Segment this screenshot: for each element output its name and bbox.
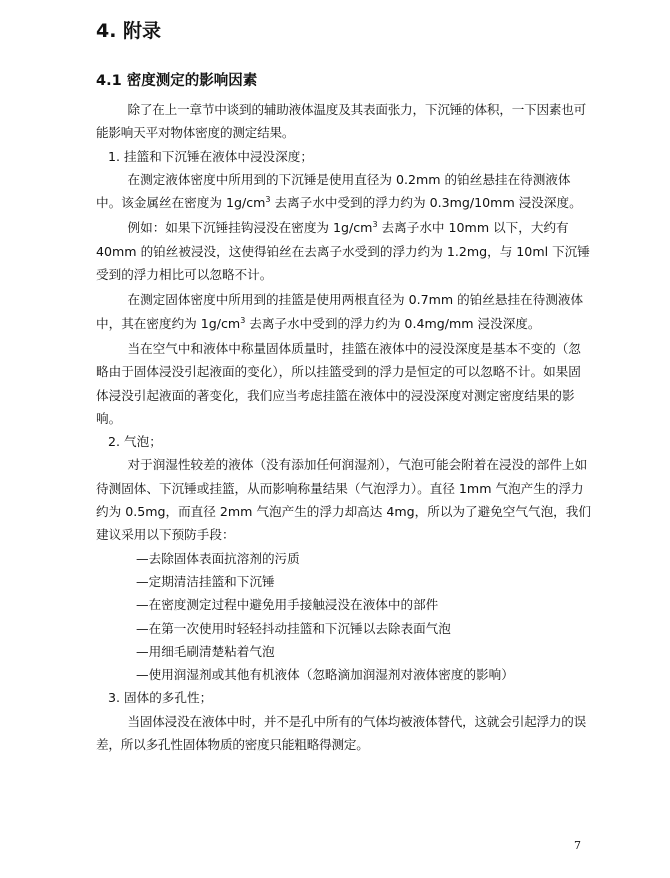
item-2-title: 2. 气泡； xyxy=(108,434,162,450)
item-1-p3-text-before: 在测定固体密度中所用到的挂篮是使用两根直径为 0.7mm 的铂丝悬挂在待测液体中，其在密度约为 1g/cm xyxy=(96,292,584,331)
item-1-p1-text-before: 在测定液体密度中所用到的下沉锤是使用直径为 0.2mm 的铂丝悬挂在待测液体中。该金属丝在密度为 1g/cm xyxy=(96,171,571,211)
document-body xyxy=(96,98,592,756)
item-1-title: 1. 挂篮和下沉锤在液体中浸没深度； xyxy=(108,148,313,164)
section-title: 4.1 密度测定的影响因素 xyxy=(96,73,258,89)
measure-item: —使用润湿剂或其他有机液体（忽略滴加润湿剂对液体密度的影响） xyxy=(136,667,514,683)
measure-item: —用细毛刷清楚粘着气泡 xyxy=(136,643,275,659)
measure-item: —在第一次使用时轻轻抖动挂篮和下沉锤以去除表面气泡 xyxy=(136,620,451,636)
item-1-p3-text-after: 去离子水中受到的浮力约为 0.4mg/mm 浸没深度。 xyxy=(245,315,541,331)
item-3-paragraph-1: 当固体浸没在液体中时，并不是孔中所有的气体均被液体替代，这就会引起浮力的误差，所以多孔性固体物质的密度只能粗略得测定。 xyxy=(96,713,587,753)
item-3-title: 3. 固体的多孔性； xyxy=(108,690,213,706)
measure-item: —去除固体表面抗溶剂的污质 xyxy=(136,550,300,566)
item-1-paragraph-1 xyxy=(96,168,592,215)
item-1-p1-text-after: 去离子水中受到的浮力约为 0.3mg/10mm 浸没深度。 xyxy=(270,195,582,211)
item-1-p1-superscript: 3 xyxy=(265,195,271,204)
page-number: 7 xyxy=(574,839,581,852)
intro-paragraph: 除了在上一章节中谈到的辅助液体温度及其表面张力，下沉锤的体积，一下因素也可能影响天平对物体密度的测定结果。 xyxy=(96,102,587,141)
item-1-p3-superscript: 3 xyxy=(240,315,246,325)
measure-item: —定期清洁挂篮和下沉锤 xyxy=(136,573,275,589)
measure-item: —在密度测定过程中避免用手接触浸没在液体中的部件 xyxy=(136,597,439,613)
item-1-paragraph-2 xyxy=(96,216,592,286)
chapter-heading: 4. 附录 xyxy=(96,20,162,42)
item-2-paragraph-1: 对于润湿性较差的液体（没有添加任何润湿剂），气泡可能会附着在浸没的部件上如待测固体、下沉锤或挂篮，从而影响称量结果（气泡浮力）。直径 1mm 气泡产生的浮力约为 0.5mg，而直径 2mm 气泡产生的浮力却高达 4mg，所以为了避免空气气泡，我们建议采用以下预防手段： xyxy=(96,457,591,543)
item-1-paragraph-3 xyxy=(96,288,592,335)
item-1-p2-text-before: 例如：如果下沉锤挂钩浸没在密度为 1g/cm xyxy=(127,220,373,236)
item-1-paragraph-4: 当在空气中和液体中称量固体质量时，挂篮在液体中的浸没深度是基本不变的（忽略由于固体浸没引起液面的变化），所以挂篮受到的浮力是恒定的可以忽略不计。如果固体浸没引起液面的著变化，我们应当考虑挂篮在液体中的浸没深度对测定密度结果的影响。 xyxy=(96,340,581,426)
item-1-p2-text-after: 去离子水中 10mm 以下，大约有 40mm 的铂丝被浸没，这使得铂丝在去离子水受到的浮力约为 1.2mg，与 10ml 下沉锤受到的浮力相比可以忽略不计。 xyxy=(96,220,590,283)
item-1-p2-superscript: 3 xyxy=(372,220,378,230)
